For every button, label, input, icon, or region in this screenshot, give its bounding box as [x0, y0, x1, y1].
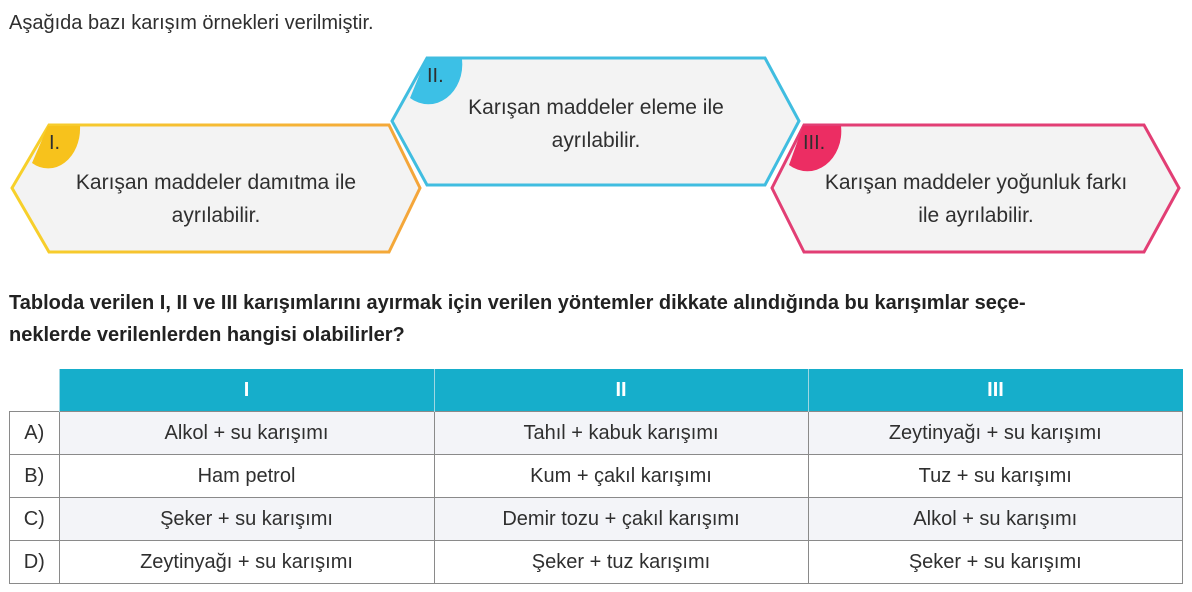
table-row[interactable]	[10, 541, 1183, 584]
card-3	[770, 123, 1182, 254]
table-cell: Şeker + su karışımı	[59, 498, 434, 541]
option-letter[interactable]: B)	[10, 455, 60, 498]
table-cell: Kum + çakıl karışımı	[434, 455, 808, 498]
card-2-line1: Karışan maddeler eleme ile	[468, 96, 724, 119]
table-cell: Alkol + su karışımı	[808, 498, 1183, 541]
card-1-numeral: I.	[49, 132, 61, 154]
intro-text: Aşağıda bazı karışım örnekleri verilmiştir.	[9, 12, 374, 34]
question-line-1: Tabloda verilen I, II ve III karışımlarını ayırmak için verilen yöntemler dikkate alındığında bu karışımlar seçe-	[9, 292, 1026, 314]
option-letter[interactable]: C)	[10, 498, 60, 541]
table-cell: Şeker + su karışımı	[808, 541, 1183, 584]
card-2	[390, 56, 802, 187]
table-cell: Zeytinyağı + su karışımı	[59, 541, 434, 584]
table-header-row	[10, 369, 1183, 412]
table-cell: Tahıl + kabuk karışımı	[434, 412, 808, 455]
table-cell: Şeker + tuz karışımı	[434, 541, 808, 584]
header-col-2: II	[434, 369, 808, 412]
option-letter[interactable]: D)	[10, 541, 60, 584]
card-3-line2: ile ayrılabilir.	[918, 204, 1034, 227]
card-1	[10, 123, 422, 254]
card-2-line2: ayrılabilir.	[551, 129, 641, 152]
card-2-numeral: II.	[427, 65, 444, 87]
table-cell: Tuz + su karışımı	[808, 455, 1183, 498]
table-row[interactable]	[10, 412, 1183, 455]
header-col-3: III	[808, 369, 1183, 412]
table-cell: Zeytinyağı + su karışımı	[808, 412, 1183, 455]
option-letter[interactable]: A)	[10, 412, 60, 455]
question-line-2: neklerde verilenlerden hangisi olabilirler?	[9, 324, 405, 346]
card-3-numeral: III.	[803, 132, 826, 154]
table-row[interactable]	[10, 455, 1183, 498]
header-blank	[10, 369, 60, 412]
card-1-line2: ayrılabilir.	[171, 204, 261, 227]
header-col-1: I	[59, 369, 434, 412]
options-table	[9, 369, 1183, 584]
table-cell: Demir tozu + çakıl karışımı	[434, 498, 808, 541]
table-cell: Ham petrol	[59, 455, 434, 498]
table-row[interactable]	[10, 498, 1183, 541]
question-text	[9, 287, 1185, 351]
table-cell: Alkol + su karışımı	[59, 412, 434, 455]
card-3-line1: Karışan maddeler yoğunluk farkı	[824, 171, 1128, 194]
card-1-line1: Karışan maddeler damıtma ile	[75, 171, 357, 194]
